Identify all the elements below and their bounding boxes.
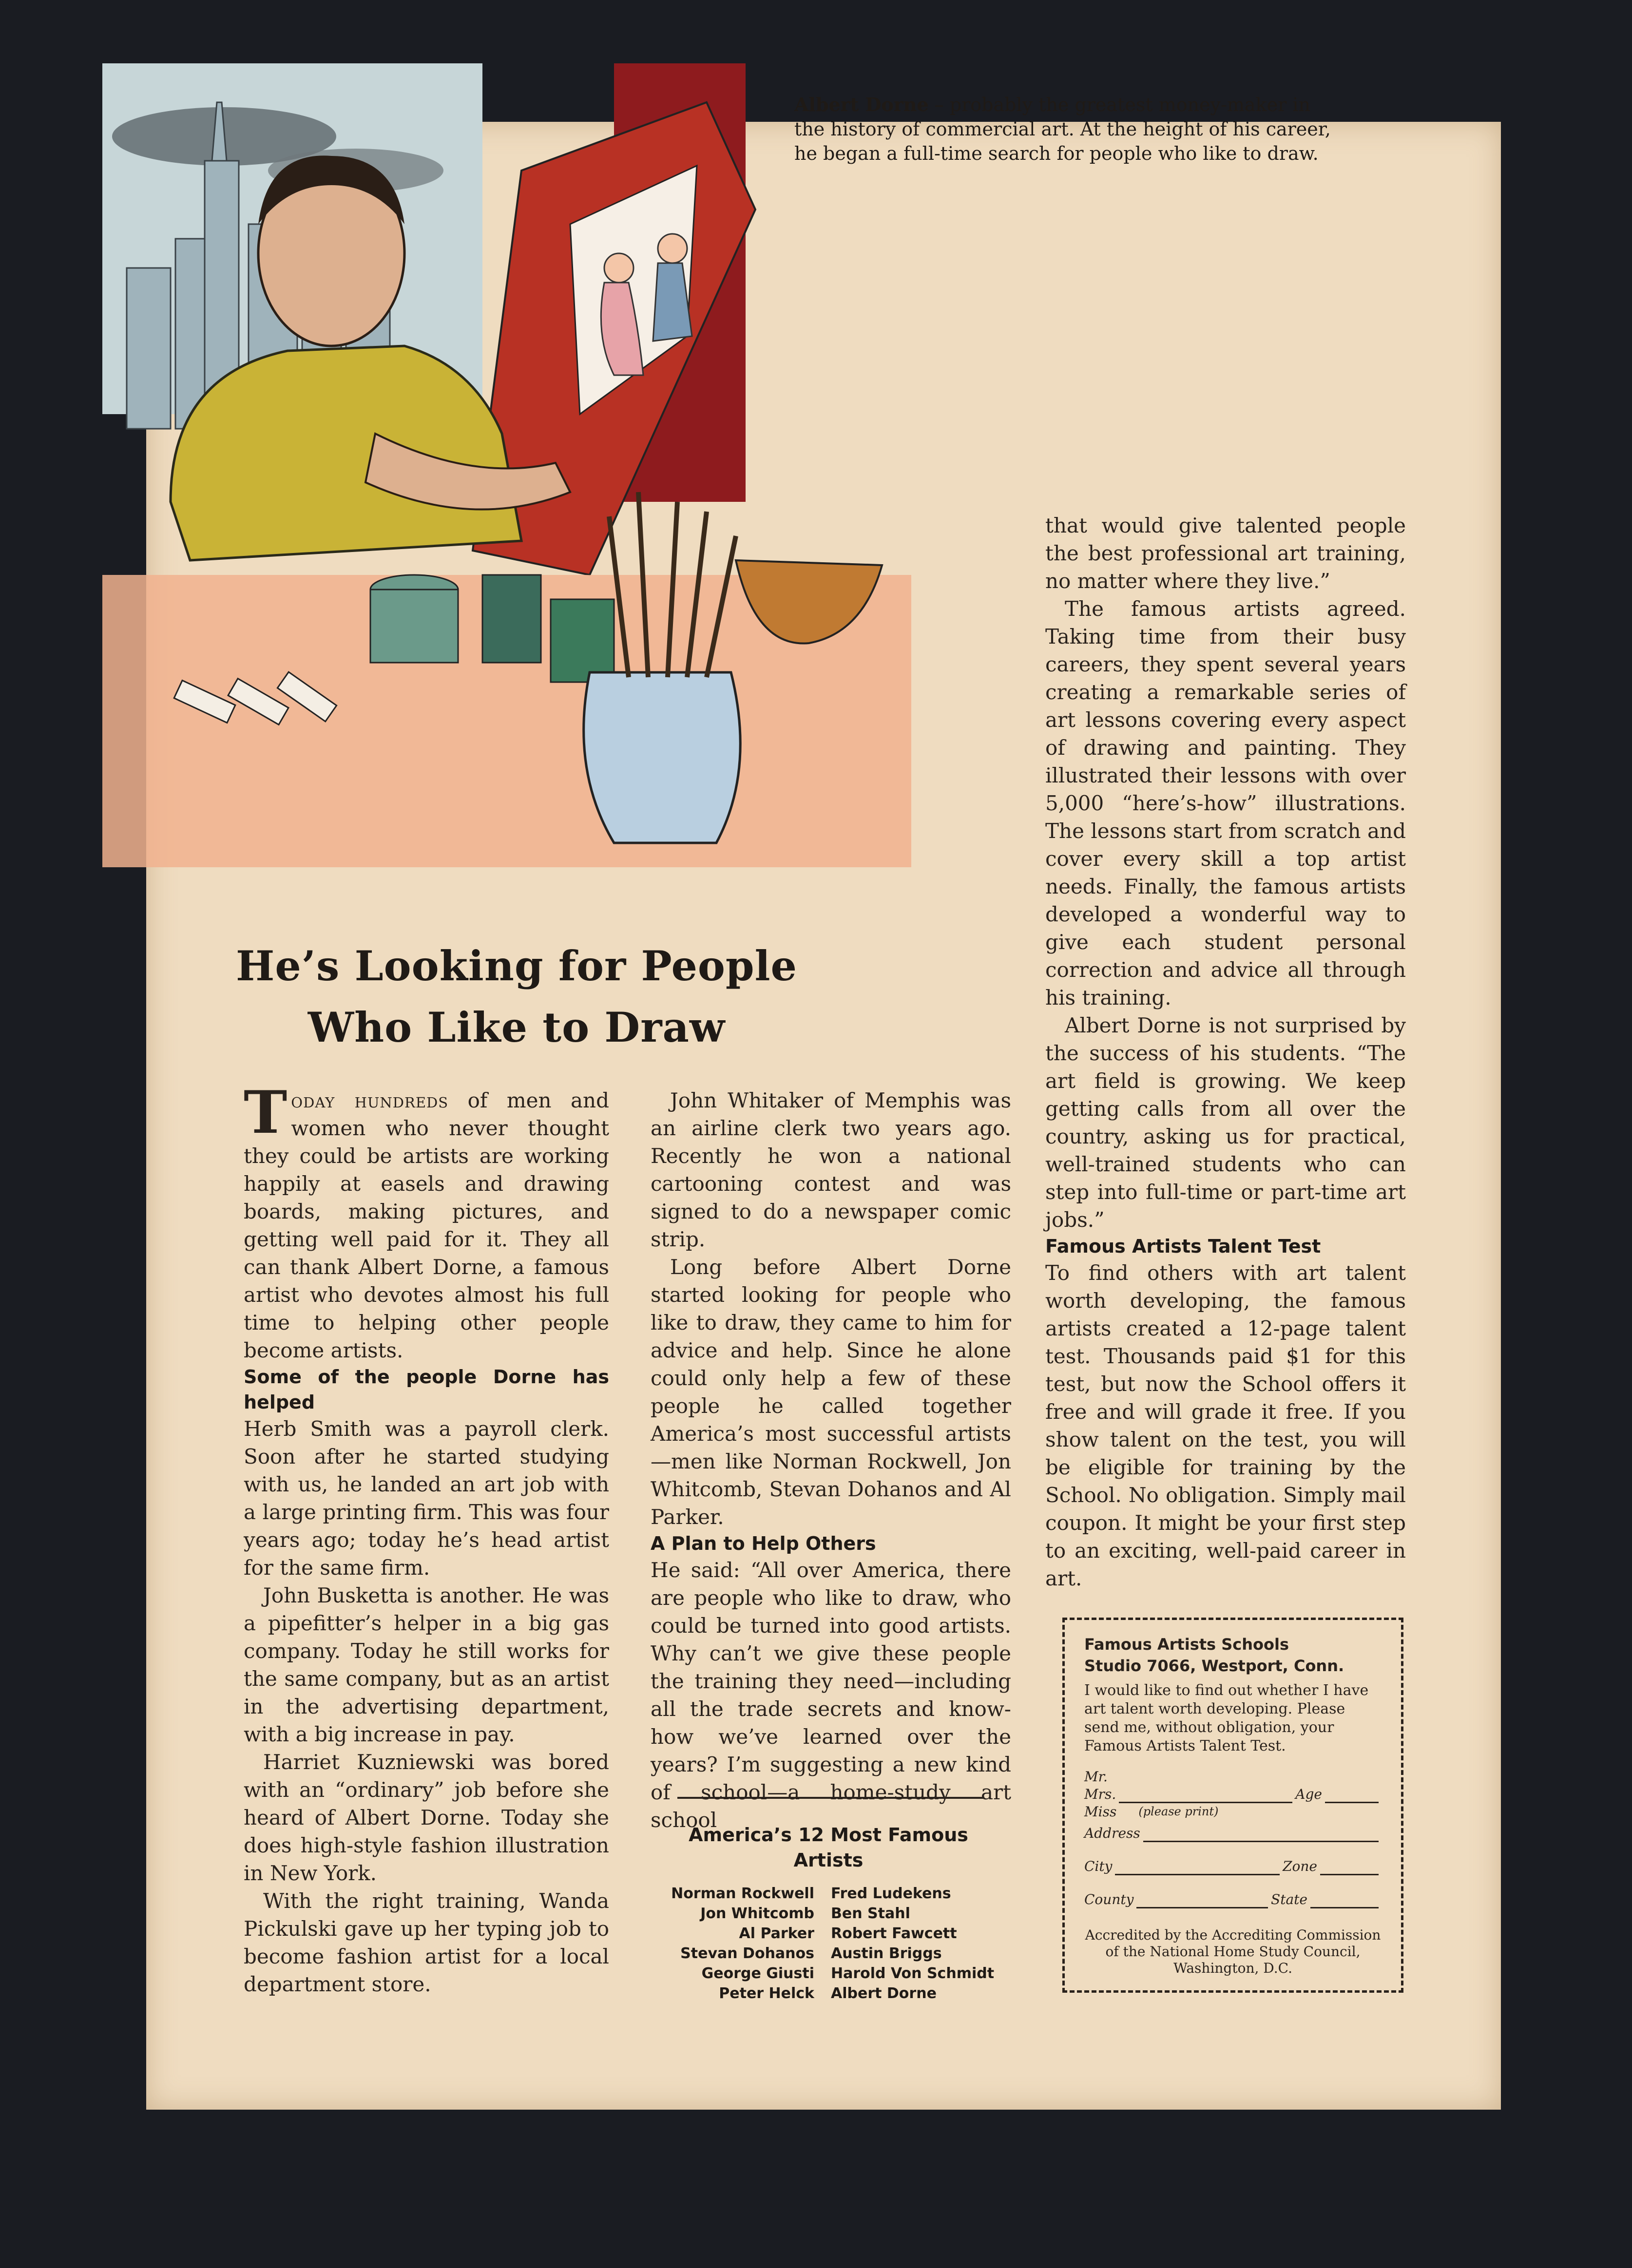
article-column-2 <box>651 1086 1011 1834</box>
headline-line-1: He’s Looking for People <box>236 942 797 990</box>
illustration-caption <box>794 93 1340 166</box>
mail-coupon[interactable] <box>1062 1618 1403 1993</box>
artists-list <box>651 1884 1021 2003</box>
paragraph: Long before Albert Dorne started looking for people who like to draw, they came to him for advice and help. Since he alone could only help a few of these people he called together America’s most successful artists—men like Norman Rockwell, Jon Whitcomb, Stevan Dohanos and Al Parker. <box>651 1255 1011 1529</box>
artists-title: America’s 12 Most Famous Artists <box>689 1824 968 1871</box>
caption-name: Albert Dorne <box>794 94 929 115</box>
paragraph: He said: “All over America, there are people who like to draw, who could be turned into good artists. Why can’t we give these people the training they need—including all the trade secrets and know-how we’ve learned over the years? I’m suggesting a new kind of school—a home-study art school <box>651 1558 1011 1832</box>
name-field[interactable] <box>1119 1786 1292 1818</box>
subheading: A Plan to Help Others <box>651 1533 876 1554</box>
zone-label: Zone <box>1283 1858 1317 1874</box>
age-label: Age <box>1295 1786 1322 1802</box>
paragraph: Herb Smith was a payroll clerk. Soon after he started studying with us, he landed an art job with a large printing firm. This was four years ago; today he’s head artist for the same firm. <box>244 1417 609 1580</box>
lead-smallcaps: oday hundreds <box>291 1088 449 1112</box>
article-column-3 <box>1045 512 1406 1592</box>
coupon-school: Famous Artists Schools <box>1084 1635 1289 1654</box>
paragraph: Albert Dorne is not surprised by the success of his students. “The art field is growing. We keep getting calls from all over the country, asking us for practical, well-trained students who can step into full-time or part-time art jobs.” <box>1045 1013 1406 1232</box>
coupon-address: Studio 7066, Westport, Conn. <box>1084 1657 1344 1675</box>
artist-name: Stevan Dohanos <box>680 1945 814 1962</box>
subheading: Famous Artists Talent Test <box>1045 1236 1321 1257</box>
artist-name: Peter Helck <box>719 1985 814 2002</box>
artist-name: Albert Dorne <box>831 1985 937 2002</box>
county-label: County <box>1084 1891 1134 1907</box>
artist-name: Fred Ludekens <box>831 1885 951 1902</box>
state-label: State <box>1271 1891 1307 1907</box>
address-label: Address <box>1084 1825 1140 1841</box>
artist-name: Ben Stahl <box>831 1905 910 1922</box>
coupon-intro: I would like to find out whether I have art talent worth developing. Please send me, without obligation, your Famous Artists Talent Test. <box>1084 1682 1369 1754</box>
paragraph: John Whitaker of Memphis was an airline clerk two years ago. Recently he won a national cartooning contest and was signed to do a newspaper comic strip. <box>651 1088 1011 1251</box>
age-field[interactable] <box>1325 1786 1379 1803</box>
city-label: City <box>1084 1858 1113 1874</box>
paragraph: that would give talented people the best professional art training, no matter where they live.” <box>1045 514 1406 593</box>
paragraph: To find others with art talent worth developing, the famous artists created a 12-page talent test. Thousands paid $1 for this test, but now the School offers it free and will grade it free. If you show talent on the test, you will be eligible for training by the School. No obligation. Simply mail coupon. It might be your first step to an exciting, well-paid career in art. <box>1045 1261 1406 1590</box>
address-field[interactable] <box>1143 1825 1379 1842</box>
paragraph: With the right training, Wanda Pickulski gave up her typing job to become fashion artist for a local department store. <box>244 1889 609 1996</box>
artist-illustration <box>102 63 911 867</box>
artist-name: Harold Von Schmidt <box>831 1965 995 1982</box>
artist-name: George Giusti <box>701 1965 814 1982</box>
paragraph: John Busketta is another. He was a pipefitter’s helper in a big gas company. Today he still works for the same company, but as an artist in the advertising department, with a big increase in pay. <box>244 1583 609 1746</box>
artist-name: Jon Whitcomb <box>700 1905 814 1922</box>
mr-label: Mr. <box>1084 1769 1108 1785</box>
drop-cap: T <box>244 1078 288 1147</box>
artist-name: Al Parker <box>739 1925 814 1942</box>
headline-line-2: Who Like to Draw <box>307 1003 726 1051</box>
divider <box>677 1797 984 1799</box>
please-print-hint: (please print) <box>1138 1805 1219 1818</box>
city-field[interactable] <box>1115 1858 1280 1875</box>
artist-name: Austin Briggs <box>831 1945 942 1962</box>
artist-name: Robert Fawcett <box>831 1925 957 1942</box>
accreditation-note: Accredited by the Accrediting Commission of the National Home Study Council, Washington, D.C. <box>1085 1927 1381 1976</box>
mrs-label: Mrs. <box>1084 1786 1116 1802</box>
subheading: Some of the people Dorne has helped <box>244 1366 609 1413</box>
zone-field[interactable] <box>1320 1858 1379 1875</box>
county-field[interactable] <box>1136 1891 1268 1908</box>
caption-text: – probably the greatest money-maker in the history of commercial art. At the height of his career, he began a full-time search for people who like to draw. <box>794 94 1331 164</box>
paragraph: of men and women who never thought they could be artists are working happily at easels and drawing boards, making pictures, and getting well paid for it. They all can thank Albert Dorne, a famous artist who devotes almost his full time to helping other people become artists. <box>244 1088 609 1362</box>
artist-name: Norman Rockwell <box>671 1885 814 1902</box>
miss-label: Miss <box>1084 1804 1117 1820</box>
paragraph: The famous artists agreed. Taking time from their busy careers, they spent several years creating a remarkable series of art lessons covering every aspect of drawing and painting. They illustrated their lessons with over 5,000 “here’s-how” illustrations. The lessons start from scratch and cover every skill a top artist needs. Finally, the famous artists developed a wonderful way to give each student personal correction and advice all through his training. <box>1045 597 1406 1010</box>
headline <box>151 935 882 1058</box>
paragraph: Harriet Kuzniewski was bored with an “ordinary” job before she heard of Albert Dorne. Today she does high-style fashion illustration in New York. <box>244 1750 609 1885</box>
state-field[interactable] <box>1310 1891 1379 1908</box>
article-column-1 <box>244 1078 609 1998</box>
